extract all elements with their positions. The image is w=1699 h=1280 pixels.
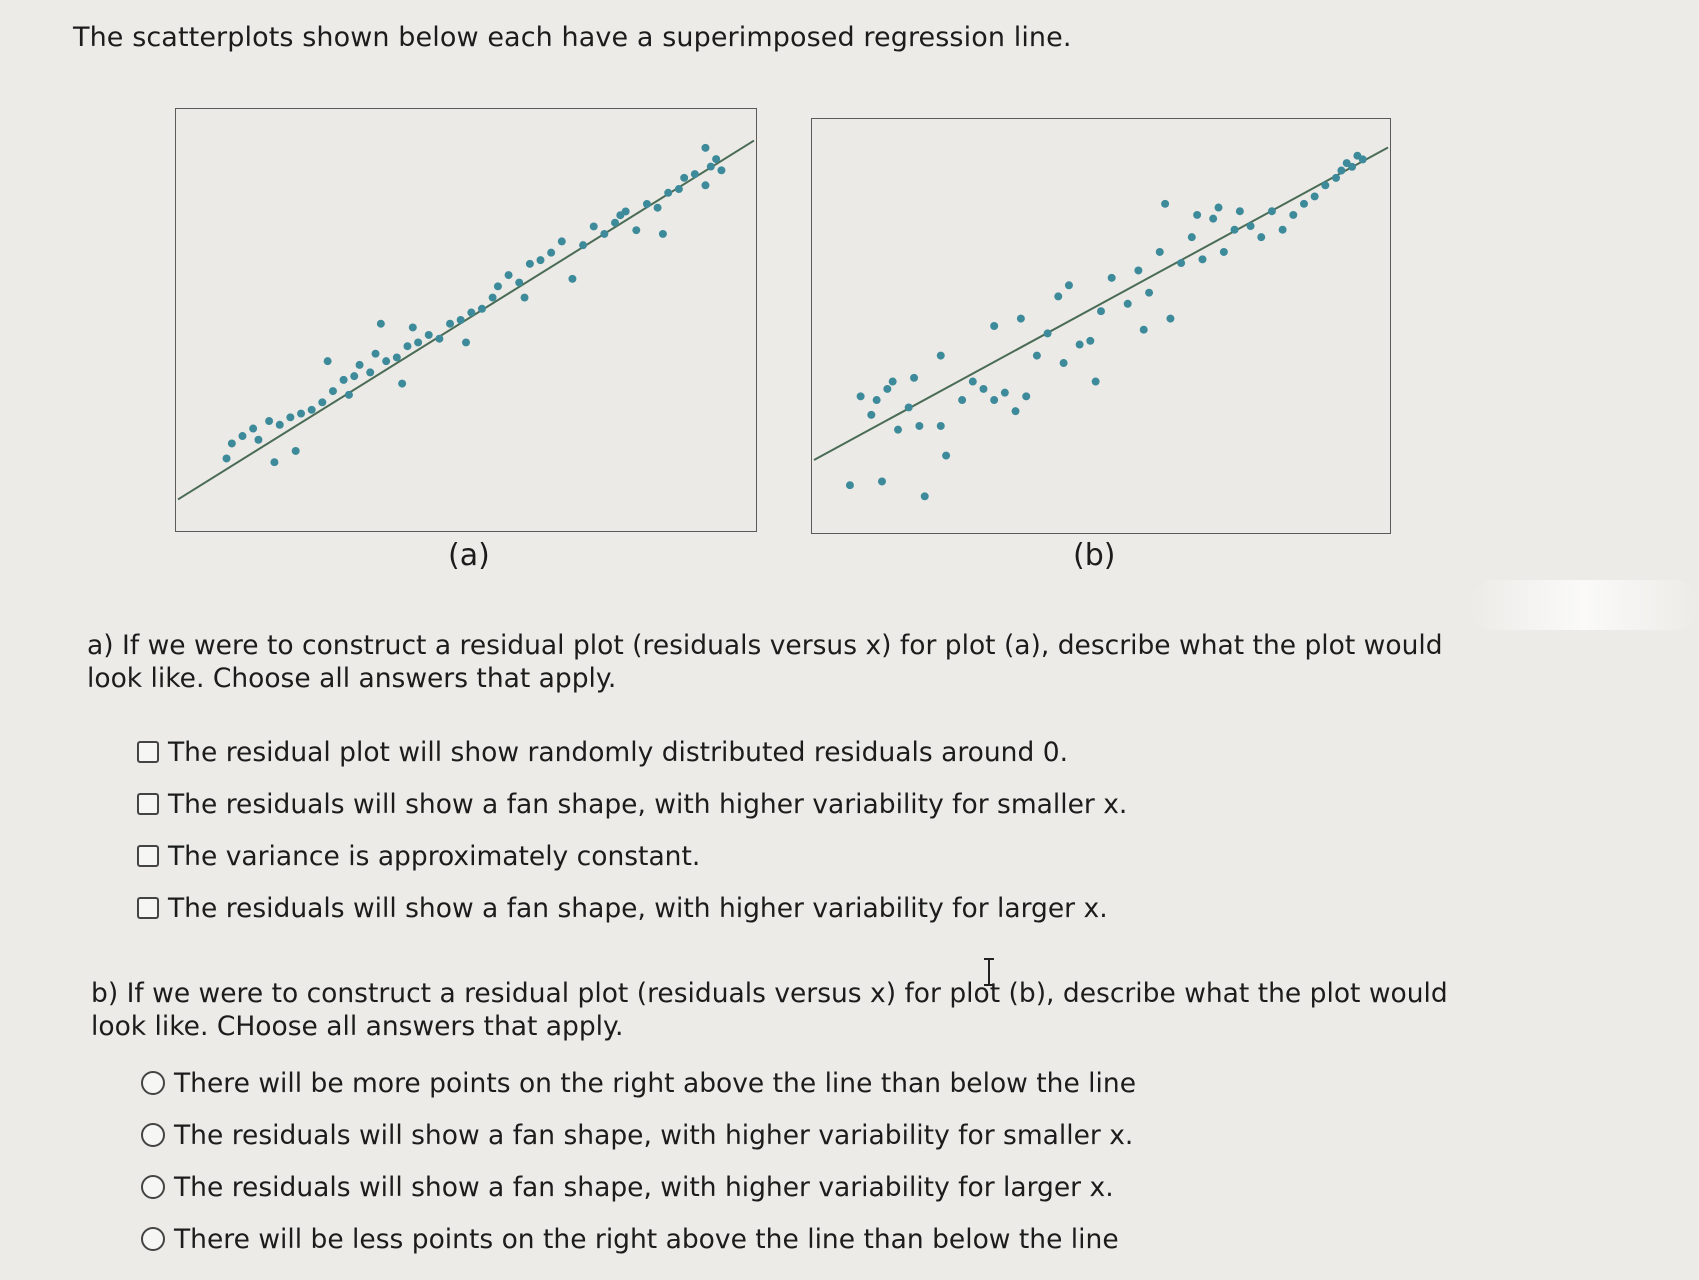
plot-b-caption: (b) xyxy=(1073,538,1116,573)
data-point xyxy=(1257,233,1265,241)
scatterplot-a-svg xyxy=(176,109,756,531)
data-point xyxy=(1022,392,1030,400)
data-point xyxy=(1108,274,1116,282)
data-point xyxy=(611,219,619,227)
data-point xyxy=(1177,259,1185,267)
data-point xyxy=(1348,163,1356,171)
option-label: The variance is approximately constant. xyxy=(168,840,701,872)
data-point xyxy=(345,391,353,399)
data-point xyxy=(478,305,486,313)
option-b-3[interactable] xyxy=(141,1161,1136,1213)
data-point xyxy=(1092,378,1100,386)
checkbox[interactable] xyxy=(137,897,159,919)
option-label: The residuals will show a fan shape, with higher variability for larger x. xyxy=(168,892,1108,924)
data-point xyxy=(958,396,966,404)
question-b-text: b) If we were to construct a residual plot (residuals versus x) for plot (b), describe what the plot would look like. CHoose all answers that apply. xyxy=(91,978,1448,1042)
data-point xyxy=(1001,389,1009,397)
data-point xyxy=(292,447,300,455)
data-point xyxy=(446,320,454,328)
option-b-2[interactable] xyxy=(141,1109,1136,1161)
data-point xyxy=(654,204,662,212)
data-point xyxy=(223,454,231,462)
data-point xyxy=(873,396,881,404)
checkbox[interactable] xyxy=(137,845,159,867)
data-point xyxy=(1033,352,1041,360)
data-point xyxy=(1188,233,1196,241)
data-point xyxy=(867,411,875,419)
data-point xyxy=(579,241,587,249)
data-point xyxy=(435,335,443,343)
radio-button[interactable] xyxy=(141,1123,165,1147)
data-point xyxy=(537,256,545,264)
data-point xyxy=(1086,337,1094,345)
data-point xyxy=(846,481,854,489)
data-point xyxy=(308,406,316,414)
intro-text: The scatterplots shown below each have a superimposed regression line. xyxy=(73,22,1072,53)
screen-glare xyxy=(1469,580,1699,630)
data-point xyxy=(675,185,683,193)
radio-button[interactable] xyxy=(141,1071,165,1095)
data-point xyxy=(329,387,337,395)
data-point xyxy=(1044,329,1052,337)
data-point xyxy=(600,230,608,238)
data-point xyxy=(526,260,534,268)
data-point xyxy=(1332,174,1340,182)
question-b-options xyxy=(141,1057,1136,1265)
data-point xyxy=(239,432,247,440)
data-point xyxy=(382,357,390,365)
option-a-3[interactable] xyxy=(137,830,1127,882)
data-point xyxy=(366,368,374,376)
text-cursor-icon xyxy=(982,958,996,986)
data-point xyxy=(701,144,709,152)
checkbox[interactable] xyxy=(137,793,159,815)
data-point xyxy=(1145,289,1153,297)
data-point xyxy=(1247,222,1255,230)
data-point xyxy=(910,374,918,382)
data-point xyxy=(1012,407,1020,415)
data-point xyxy=(616,211,624,219)
data-point xyxy=(398,380,406,388)
data-point xyxy=(1124,300,1132,308)
data-point xyxy=(414,338,422,346)
data-point xyxy=(547,249,555,257)
data-point xyxy=(1231,226,1239,234)
data-point xyxy=(521,294,529,302)
data-point xyxy=(265,417,273,425)
data-point xyxy=(980,385,988,393)
data-point xyxy=(340,376,348,384)
data-point xyxy=(857,392,865,400)
data-point xyxy=(350,372,358,380)
data-point xyxy=(1209,215,1217,223)
data-point xyxy=(878,478,886,486)
data-point xyxy=(1017,315,1025,323)
data-point xyxy=(942,452,950,460)
data-point xyxy=(1199,255,1207,263)
data-point xyxy=(1321,181,1329,189)
data-point xyxy=(969,378,977,386)
option-a-1[interactable] xyxy=(137,726,1127,778)
question-a-options xyxy=(137,726,1127,934)
radio-button[interactable] xyxy=(141,1175,165,1199)
data-point xyxy=(1060,359,1068,367)
data-point xyxy=(462,338,470,346)
data-point xyxy=(1279,226,1287,234)
data-point xyxy=(1359,155,1367,163)
data-point xyxy=(515,279,523,287)
data-point xyxy=(297,410,305,418)
data-point xyxy=(254,436,262,444)
data-point xyxy=(990,396,998,404)
data-point xyxy=(1097,307,1105,315)
option-label: The residuals will show a fan shape, with higher variability for larger x. xyxy=(174,1171,1114,1203)
option-label: There will be more points on the right above the line than below the line xyxy=(174,1067,1136,1099)
data-point xyxy=(558,237,566,245)
data-point xyxy=(372,350,380,358)
option-label: The residual plot will show randomly distributed residuals around 0. xyxy=(168,736,1069,768)
checkbox[interactable] xyxy=(137,741,159,763)
question-a-text: a) If we were to construct a residual plot (residuals versus x) for plot (a), describe what the plot would look like. Choose all answers that apply. xyxy=(87,630,1443,694)
data-point xyxy=(1140,326,1148,334)
data-point xyxy=(409,324,417,332)
data-point xyxy=(717,166,725,174)
option-label: The residuals will show a fan shape, with higher variability for smaller x. xyxy=(174,1119,1134,1151)
data-point xyxy=(691,170,699,178)
scatterplot-a xyxy=(175,108,757,532)
data-point xyxy=(1215,204,1223,212)
data-point xyxy=(1076,341,1084,349)
data-point xyxy=(489,294,497,302)
option-a-4[interactable] xyxy=(137,882,1127,934)
data-point xyxy=(457,316,465,324)
data-point xyxy=(937,352,945,360)
data-point xyxy=(1289,211,1297,219)
data-point xyxy=(680,174,688,182)
data-point xyxy=(643,200,651,208)
data-point xyxy=(1236,207,1244,215)
data-point xyxy=(664,189,672,197)
data-point xyxy=(1054,292,1062,300)
data-point xyxy=(505,271,513,279)
data-point xyxy=(1065,281,1073,289)
data-point xyxy=(590,222,598,230)
data-point xyxy=(632,226,640,234)
data-point xyxy=(921,492,929,500)
data-point xyxy=(894,426,902,434)
plot-a-caption: (a) xyxy=(448,538,490,573)
data-point xyxy=(1337,167,1345,175)
data-point xyxy=(937,422,945,430)
regression-line xyxy=(814,148,1388,460)
data-point xyxy=(318,398,326,406)
option-b-1[interactable] xyxy=(141,1057,1136,1109)
scatterplot-b xyxy=(811,118,1391,534)
data-point xyxy=(1156,248,1164,256)
scatterplot-b-svg xyxy=(812,119,1390,533)
data-point xyxy=(712,155,720,163)
data-point xyxy=(249,425,257,433)
option-label: The residuals will show a fan shape, with higher variability for smaller x. xyxy=(168,788,1128,820)
data-point xyxy=(889,378,897,386)
data-point xyxy=(393,353,401,361)
data-point xyxy=(228,440,236,448)
radio-button[interactable] xyxy=(141,1227,165,1251)
data-point xyxy=(1193,211,1201,219)
data-point xyxy=(1300,200,1308,208)
data-point xyxy=(883,385,891,393)
data-point xyxy=(467,309,475,317)
data-point xyxy=(905,403,913,411)
data-point xyxy=(701,181,709,189)
data-point xyxy=(1220,248,1228,256)
data-point xyxy=(494,282,502,290)
data-point xyxy=(915,422,923,430)
data-point xyxy=(1268,207,1276,215)
data-point xyxy=(425,331,433,339)
data-point xyxy=(1161,200,1169,208)
data-point xyxy=(990,322,998,330)
option-label: There will be less points on the right above the line than below the line xyxy=(174,1223,1119,1255)
data-point xyxy=(568,275,576,283)
data-point xyxy=(276,421,284,429)
data-point xyxy=(286,413,294,421)
data-point xyxy=(707,163,715,171)
data-point xyxy=(659,230,667,238)
data-point xyxy=(377,320,385,328)
data-point xyxy=(324,357,332,365)
data-point xyxy=(356,361,364,369)
option-a-2[interactable] xyxy=(137,778,1127,830)
data-point xyxy=(270,458,278,466)
data-point xyxy=(1166,315,1174,323)
option-b-4[interactable] xyxy=(141,1213,1136,1265)
data-point xyxy=(1311,192,1319,200)
data-point xyxy=(403,342,411,350)
data-point xyxy=(1134,266,1142,274)
